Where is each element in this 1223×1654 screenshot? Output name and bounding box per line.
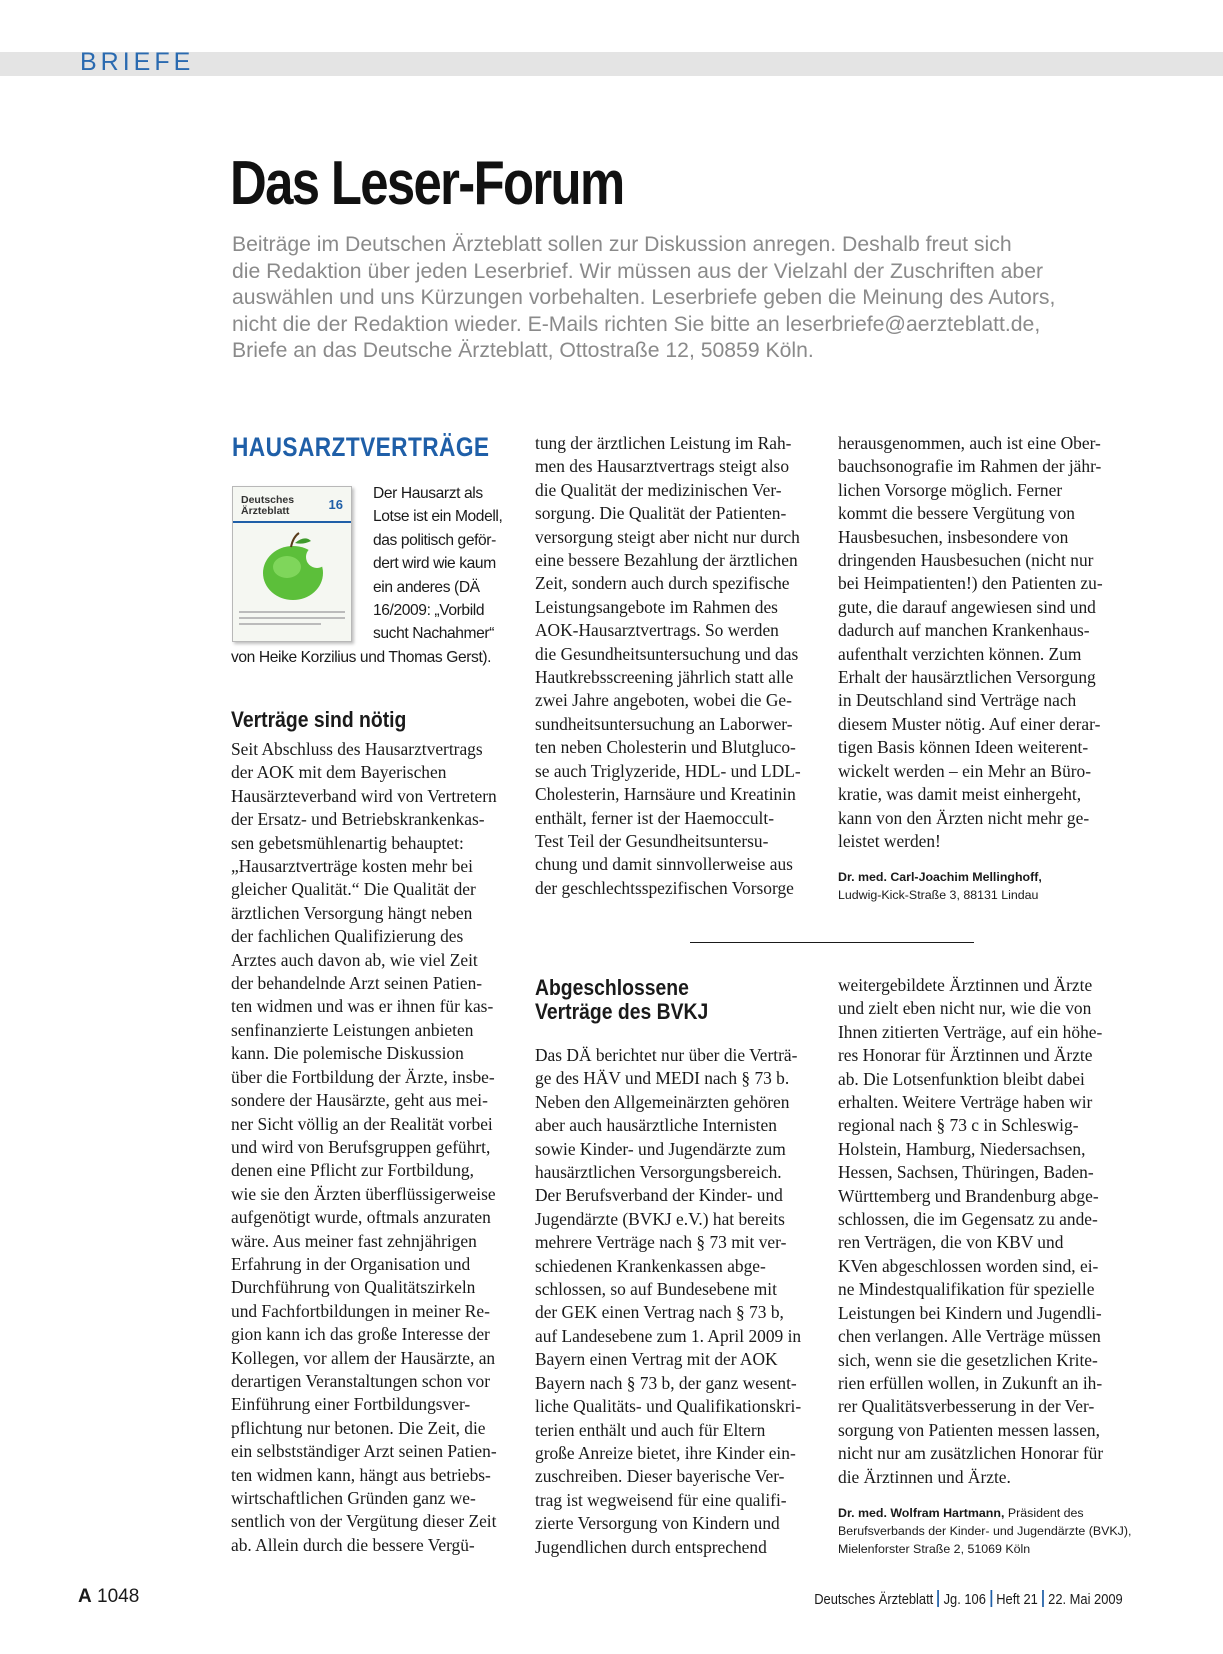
body-text-line: Durchführung von Qualitätszirkeln xyxy=(231,1277,476,1298)
body-text-line: Zeit, sondern auch durch spezifische xyxy=(535,573,790,594)
body-text-line: herausgenommen, auch ist eine Ober- xyxy=(838,433,1101,453)
body-text-line: „Hausarztverträge kosten mehr bei xyxy=(231,856,473,877)
body-text-line: gion kann ich das große Interesse der xyxy=(231,1324,490,1345)
body-text-line: Ihnen zitierten Verträge, auf ein höhe- xyxy=(838,1021,1103,1042)
body-text-line: sondere der Hausärzte, geht aus mei- xyxy=(231,1090,488,1111)
apple-icon xyxy=(251,529,333,605)
body-text-line: ren Verträgen, die von KBV und xyxy=(838,1232,1064,1253)
body-text-line: denen eine Pflicht zur Fortbildung, xyxy=(231,1160,474,1181)
body-text-line: dadurch auf manchen Krankenhaus- xyxy=(838,620,1090,641)
body-text-line: die Gesundheitsuntersuchung und das xyxy=(535,643,799,664)
letter2-column-3 xyxy=(838,974,1120,1489)
section-divider xyxy=(690,942,974,943)
body-text-line: tung der ärztlichen Leistung im Rah- xyxy=(535,433,792,453)
body-text-line: der AOK mit dem Bayerischen xyxy=(231,762,447,783)
body-text-line: die Qualität der medizinischen Ver- xyxy=(535,479,782,500)
body-text-line: ärztlichen Versorgung hängt neben xyxy=(231,902,473,923)
body-text-line: Einführung einer Fortbildungsver- xyxy=(231,1394,471,1415)
body-text-line: rien erfüllen wollen, in Zukunft an ih- xyxy=(838,1372,1103,1393)
intro-line: Briefe an das Deutsche Ärzteblatt, Ottostraße 12, 50859 Köln. xyxy=(232,339,814,363)
section-label: BRIEFE xyxy=(80,48,195,76)
letter1-heading-block xyxy=(231,708,511,732)
body-text-line: erhalten. Weitere Verträge haben wir xyxy=(838,1092,1093,1113)
body-text-line: Württemberg und Brandenburg abge- xyxy=(838,1185,1099,1206)
letter1-column-1 xyxy=(231,738,513,1557)
body-text-line: der geschlechtsspezifischen Vorsorge xyxy=(535,877,794,898)
body-text-line: ne Mindestqualifikation für spezielle xyxy=(838,1279,1095,1300)
page-title: Das Leser-Forum xyxy=(230,149,624,218)
body-text-line: Hausärzteverband wird von Vertretern xyxy=(231,785,497,806)
body-text-line: derartigen Veranstaltungen schon vor xyxy=(231,1370,491,1391)
body-text-line: chung und damit sinnvollerweise aus xyxy=(535,854,793,875)
body-text-line: sentlich von der Vergütung dieser Zeit xyxy=(231,1511,497,1532)
body-text-line: wirtschaftlichen Gründen ganz we- xyxy=(231,1488,476,1508)
body-text-line: zuschreiben. Dieser bayerische Ver- xyxy=(535,1466,785,1487)
body-text-line: und Fachfortbildungen in meiner Re- xyxy=(231,1300,490,1321)
body-text-line: Erhalt der hausärztlichen Versorgung xyxy=(838,667,1096,688)
body-text-line: der fachlichen Qualifizierung des xyxy=(231,926,464,947)
intro-line: auswählen und uns Kürzungen vorbehalten. Leserbriefe geben die Meinung des Autors, xyxy=(232,286,1056,310)
letter1-column-3 xyxy=(838,432,1120,853)
letter1-heading: Verträge sind nötig xyxy=(231,707,407,732)
body-text-line: zwei Jahre angeboten, wobei die Ge- xyxy=(535,690,792,711)
body-text-line: Bayern nach § 73 b, der ganz wesent- xyxy=(535,1372,797,1393)
body-text-line: Seit Abschluss des Hausarztvertrags xyxy=(231,739,483,759)
body-text-line: in Deutschland sind Verträge nach xyxy=(838,690,1077,711)
body-text-line: Das DÄ berichtet nur über die Verträ- xyxy=(535,1045,798,1065)
body-text-line: versorgung steigt aber nicht nur durch xyxy=(535,526,800,547)
body-text-line: bei Heimpatienten!) den Patienten zu- xyxy=(838,573,1103,594)
letter2-signature: Dr. med. Wolfram Hartmann, Präsident des Berufsverbands der Kinder- und Jugendärzte (BVKJ), Mielenforster Straße 2, 51069 Köln xyxy=(838,1506,1132,1556)
body-text-line: leistet werden! xyxy=(838,830,941,851)
body-text-line: Jugendlichen durch entsprechend xyxy=(535,1536,767,1557)
body-text-line: Hautkrebsscreening jährlich statt alle xyxy=(535,667,794,688)
letter2-column-2 xyxy=(535,1044,817,1559)
intro-text xyxy=(232,232,1132,365)
letter1-signature: Dr. med. Carl-Joachim Mellinghoff, Ludwig-Kick-Straße 3, 88131 Lindau xyxy=(838,870,1042,902)
body-text-line: Der Berufsverband der Kinder- und xyxy=(535,1185,783,1206)
column-1 xyxy=(232,432,502,463)
body-text-line: tigen Basis können Ideen weiterent- xyxy=(838,737,1089,758)
body-text-line: res Honorar für Ärztinnen und Ärzte xyxy=(838,1045,1093,1066)
body-text-line: Holstein, Hamburg, Niedersachsen, xyxy=(838,1138,1086,1159)
body-text-line: ten neben Cholesterin und Blutgluco- xyxy=(535,737,796,758)
body-text-line: ner Sicht völlig an der Realität vorbei xyxy=(231,1113,493,1134)
body-text-line: der behandelnde Arzt seinen Patien- xyxy=(231,973,483,994)
body-text-line: liche Qualitäts- und Qualifikationskri- xyxy=(535,1396,802,1417)
body-text-line: ein selbstständiger Arzt seinen Patien- xyxy=(231,1441,497,1462)
body-text-line: Leistungsangebote im Rahmen des xyxy=(535,596,778,617)
body-text-line: kann. Die polemische Diskussion xyxy=(231,1043,464,1064)
body-text-line: schiedenen Krankenkassen abge- xyxy=(535,1255,766,1276)
body-text-line: regional nach § 73 c in Schleswig- xyxy=(838,1115,1079,1136)
body-text-line: diesem Muster nötig. Auf einer derar- xyxy=(838,713,1101,734)
body-text-line: weitergebildete Ärztinnen und Ärzte xyxy=(838,975,1093,995)
body-text-line: schlossen, so auf Bundesebene mit xyxy=(535,1279,777,1300)
letter2-heading: Abgeschlossene Verträge des BVKJ xyxy=(535,975,709,1024)
body-text-line: kratie, was damit meist einhergeht, xyxy=(838,784,1082,805)
cover-issue-number: 16 xyxy=(328,497,343,512)
body-text-line: Kollegen, vor allem der Hausärzte, an xyxy=(231,1347,496,1368)
body-text-line: trag ist wegweisend für eine qualifi- xyxy=(535,1489,787,1510)
body-text-line: Hausbesuchen, insbesondere von xyxy=(838,526,1069,547)
body-text-line: Arztes auch davon ab, wie viel Zeit xyxy=(231,949,478,970)
body-text-line: chen verlangen. Alle Verträge müssen xyxy=(838,1326,1101,1347)
body-text-line: nicht nur am zusätzlichen Honorar für xyxy=(838,1443,1104,1464)
intro-line: nicht die der Redaktion wieder. E-Mails richten Sie bitte an leserbriefe@aerzteblatt.de, xyxy=(232,312,1041,336)
body-text-line: Hessen, Sachsen, Thüringen, Baden- xyxy=(838,1162,1094,1183)
body-text-line: dringenden Hausbesuchen (nicht nur xyxy=(838,550,1094,571)
body-text-line: men des Hausarztvertrags steigt also xyxy=(535,456,790,477)
body-text-line: die Ärztinnen und Ärzte. xyxy=(838,1466,1011,1487)
body-text-line: wie sie den Ärzten überflüssigerweise xyxy=(231,1183,496,1204)
body-text-line: kommt die bessere Vergütung von xyxy=(838,503,1075,524)
body-text-line: schlossen, die im Gegensatz zu ande- xyxy=(838,1209,1098,1230)
body-text-line: senfinanzierte Leistungen anbieten xyxy=(231,1019,474,1040)
body-text-line: Cholesterin, Harnsäure und Kreatinin xyxy=(535,784,796,805)
page-number: A 1048 xyxy=(78,1586,140,1607)
letter1-column-2 xyxy=(535,432,817,900)
body-text-line: sundheitsuntersuchung an Laborwer- xyxy=(535,713,793,734)
body-text-line: der Ersatz- und Betriebskrankenkas- xyxy=(231,809,485,830)
body-text-line: Test Teil der Gesundheitsuntersu- xyxy=(535,830,769,851)
topic-heading: HAUSARZTVERTRÄGE xyxy=(232,432,490,462)
body-text-line: pflichtung nur betonen. Die Zeit, die xyxy=(231,1417,486,1438)
teaser-text: Der Hausarzt als Lotse ist ein Modell, das politisch geför- dert wird wie kaum ein anderes (DÄ 16/2009: „Vorbild sucht Nachahmer“ xyxy=(373,485,503,643)
body-text-line: gleicher Qualität.“ Die Qualität der xyxy=(231,879,476,900)
body-text-line: ab. Die Lotsenfunktion bleibt dabei xyxy=(838,1068,1085,1089)
body-text-line: ge des HÄV und MEDI nach § 73 b. xyxy=(535,1068,790,1089)
intro-line: die Redaktion über jeden Leserbrief. Wir müssen aus der Vielzahl der Zuschriften aber xyxy=(232,259,1044,283)
journal-cover-image xyxy=(232,486,352,642)
body-text-line: Leistungen bei Kindern und Jugendli- xyxy=(838,1302,1102,1323)
body-text-line: terien enthält und auch für Eltern xyxy=(535,1419,766,1440)
body-text-line: wäre. Aus meiner fast zehnjährigen xyxy=(231,1230,477,1251)
body-text-line: wickelt werden – ein Mehr an Büro- xyxy=(838,760,1092,781)
body-text-line: und wird von Berufsgruppen geführt, xyxy=(231,1136,491,1157)
body-text-line: KVen abgeschlossen worden sind, ei- xyxy=(838,1255,1099,1276)
body-text-line: lichen Vorsorge möglich. Ferner xyxy=(838,479,1063,500)
body-text-line: aber auch hausärztliche Internisten xyxy=(535,1115,777,1136)
body-text-line: sowie Kinder- und Jugendärzte zum xyxy=(535,1138,786,1159)
body-text-line: ten widmen kann, hängt aus betriebs- xyxy=(231,1464,491,1485)
body-text-line: mehrere Verträge nach § 73 mit ver- xyxy=(535,1232,787,1253)
body-text-line: rer Qualitätsverbesserung in der Ver- xyxy=(838,1396,1095,1417)
body-text-line: gute, die darauf angewiesen sind und xyxy=(838,596,1096,617)
body-text-line: sorgung von Patienten messen lassen, xyxy=(838,1419,1100,1440)
journal-footer: Deutsches Ärzteblatt Jg. 106 Heft 21 22. Mai 2009 xyxy=(814,1591,1123,1608)
body-text-line: sen gebetsmühlenartig behauptet: xyxy=(231,832,464,853)
body-text-line: zierte Versorgung von Kindern und xyxy=(535,1513,780,1534)
body-text-line: über die Fortbildung der Ärzte, insbe- xyxy=(231,1066,495,1087)
body-text-line: aufenthalt verzichten können. Zum xyxy=(838,643,1082,664)
body-text-line: der GEK einen Vertrag nach § 73 b, xyxy=(535,1302,784,1323)
body-text-line: ten widmen und was er ihnen für kas- xyxy=(231,996,494,1017)
body-text-line: sorgung. Die Qualität der Patienten- xyxy=(535,503,787,524)
body-text-line: sich, wenn sie die gesetzlichen Krite- xyxy=(838,1349,1098,1370)
body-text-line: und zielt eben nicht nur, wie die von xyxy=(838,998,1092,1019)
body-text-line: aufgenötigt wurde, oftmals anzuraten xyxy=(231,1207,491,1228)
teaser-credit: von Heike Korzilius und Thomas Gerst). xyxy=(231,649,492,666)
body-text-line: auf Landesebene zum 1. April 2009 in xyxy=(535,1325,802,1346)
body-text-line: kann von den Ärzten nicht mehr ge- xyxy=(838,807,1090,828)
body-text-line: hausärztlichen Versorgungsbereich. xyxy=(535,1162,782,1183)
body-text-line: eine bessere Bezahlung der ärztlichen xyxy=(535,550,798,571)
body-text-line: enthält, ferner ist der Haemoccult- xyxy=(535,807,775,828)
body-text-line: Jugendärzte (BVKJ e.V.) hat bereits xyxy=(535,1208,785,1229)
cover-logo: Deutsches Ärzteblatt xyxy=(241,494,295,517)
body-text-line: AOK-Hausarztvertrags. So werden xyxy=(535,620,779,641)
body-text-line: große Anreize bietet, ihre Kinder ein- xyxy=(535,1442,796,1463)
body-text-line: Erfahrung in der Organisation und xyxy=(231,1253,471,1274)
body-text-line: se auch Triglyzeride, HDL- und LDL- xyxy=(535,760,801,781)
intro-line: Beiträge im Deutschen Ärzteblatt sollen zur Diskussion anregen. Deshalb freut sich xyxy=(232,233,1012,256)
body-text-line: Neben den Allgemeinärzten gehören xyxy=(535,1091,790,1112)
body-text-line: ab. Allein durch die bessere Vergü- xyxy=(231,1534,475,1555)
body-text-line: bauchsonografie im Rahmen der jähr- xyxy=(838,456,1102,477)
body-text-line: Bayern einen Vertrag mit der AOK xyxy=(535,1349,778,1370)
